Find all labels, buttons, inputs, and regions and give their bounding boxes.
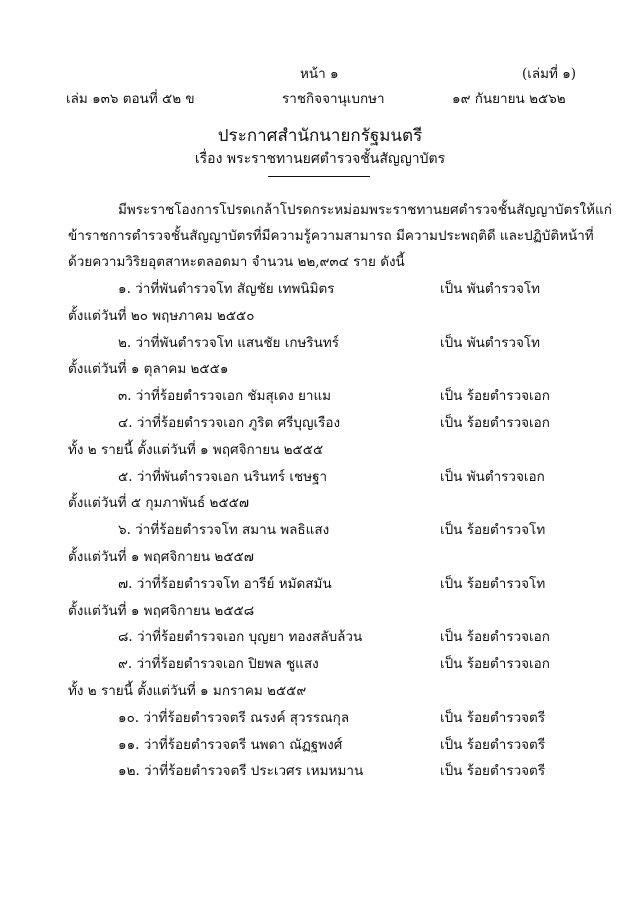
intro-line: ด้วยความวิริยอุตสาหะตลอดมา จำนวน ๒๒,๙๓๔ ราย ดังนี้ [68, 254, 405, 270]
title-divider [268, 176, 370, 177]
appointee-name: ๘. ว่าที่ร้อยตำรวจเอก บุญยา ทองสลับล้วน [118, 629, 363, 645]
appointed-rank: เป็น ร้อยตำรวจเอก [440, 656, 550, 672]
intro-line: มีพระราชโองการโปรดเกล้าโปรดกระหม่อมพระราชทานยศตำรวจชั้นสัญญาบัตรให้แก่ [118, 202, 612, 218]
appointee-name: ๙. ว่าที่ร้อยตำรวจเอก ปิยพล ชูแสง [118, 656, 319, 672]
effective-date-line: ตั้งแต่วันที่ ๕ กุมภาพันธ์ ๒๕๕๗ [68, 495, 250, 511]
effective-date-line: ทั้ง ๒ รายนี้ ตั้งแต่วันที่ ๑ พฤศจิกายน ๒๕๕๕ [68, 442, 324, 458]
appointee-name: ๔. ว่าที่ร้อยตำรวจเอก ภูริต ศรีบุญเรือง [118, 415, 341, 431]
header-page-number: หน้า ๑ [300, 66, 339, 82]
effective-date-line: ตั้งแต่วันที่ ๑ ตุลาคม ๒๕๕๑ [68, 361, 229, 377]
header-volume: (เล่มที่ ๑) [522, 66, 577, 82]
header-gazette-name: ราชกิจจานุเบกษา [282, 91, 385, 107]
appointee-name: ๖. ว่าที่ร้อยตำรวจโท สมาน พลธิแสง [118, 522, 330, 538]
effective-date-line: ตั้งแต่วันที่ ๒๐ พฤษภาคม ๒๕๕๐ [68, 308, 255, 324]
appointed-rank: เป็น พันตำรวจโท [440, 281, 541, 297]
effective-date-line: ทั้ง ๒ รายนี้ ตั้งแต่วันที่ ๑ มกราคม ๒๕๕๙ [68, 683, 307, 699]
appointee-name: ๑. ว่าที่พันตำรวจโท สัญชัย เทพนิมิตร [118, 281, 335, 297]
appointed-rank: เป็น พันตำรวจเอก [440, 469, 545, 485]
header-date: ๑๙ กันยายน ๒๕๖๒ [452, 91, 566, 107]
intro-line: ข้าราชการตำรวจชั้นสัญญาบัตรที่มีความรู้ความสามารถ มีความประพฤติดี และปฏิบัติหน้าที่ [68, 228, 594, 244]
appointed-rank: เป็น ร้อยตำรวจตรี [440, 763, 546, 779]
appointed-rank: เป็น ร้อยตำรวจตรี [440, 710, 546, 726]
appointee-name: ๓. ว่าที่ร้อยตำรวจเอก ชัมสุเดง ยาแม [118, 388, 332, 404]
appointee-name: ๗. ว่าที่ร้อยตำรวจโท อารีย์ หมัดสมัน [118, 576, 332, 592]
document-title: ประกาศสำนักนายกรัฐมนตรี [217, 126, 423, 146]
appointed-rank: เป็น พันตำรวจโท [440, 335, 541, 351]
appointed-rank: เป็น ร้อยตำรวจตรี [440, 737, 546, 753]
document-subject: เรื่อง พระราชทานยศตำรวจชั้นสัญญาบัตร [194, 151, 446, 167]
appointee-name: ๑๒. ว่าที่ร้อยตำรวจตรี ประเวศร เหมหมาน [118, 763, 364, 779]
appointee-name: ๑๐. ว่าที่ร้อยตำรวจตรี ณรงค์ สุวรรณกุล [118, 710, 350, 726]
appointee-name: ๕. ว่าที่พันตำรวจเอก นรินทร์ เชษฐา [118, 469, 328, 485]
appointed-rank: เป็น ร้อยตำรวจเอก [440, 415, 550, 431]
appointed-rank: เป็น ร้อยตำรวจเอก [440, 388, 550, 404]
appointed-rank: เป็น ร้อยตำรวจเอก [440, 629, 550, 645]
appointee-name: ๑๑. ว่าที่ร้อยตำรวจตรี นพดา ณัฏฐพงศ์ [118, 737, 343, 753]
appointee-name: ๒. ว่าที่พันตำรวจโท แสนชัย เกษรินทร์ [118, 335, 340, 351]
appointed-rank: เป็น ร้อยตำรวจโท [440, 522, 546, 538]
effective-date-line: ตั้งแต่วันที่ ๑ พฤศจิกายน ๒๕๕๗ [68, 549, 254, 565]
header-issue: เล่ม ๑๓๖ ตอนที่ ๕๒ ข [66, 91, 195, 107]
effective-date-line: ตั้งแต่วันที่ ๑ พฤศจิกายน ๒๕๕๘ [68, 603, 255, 619]
appointed-rank: เป็น ร้อยตำรวจโท [440, 576, 546, 592]
